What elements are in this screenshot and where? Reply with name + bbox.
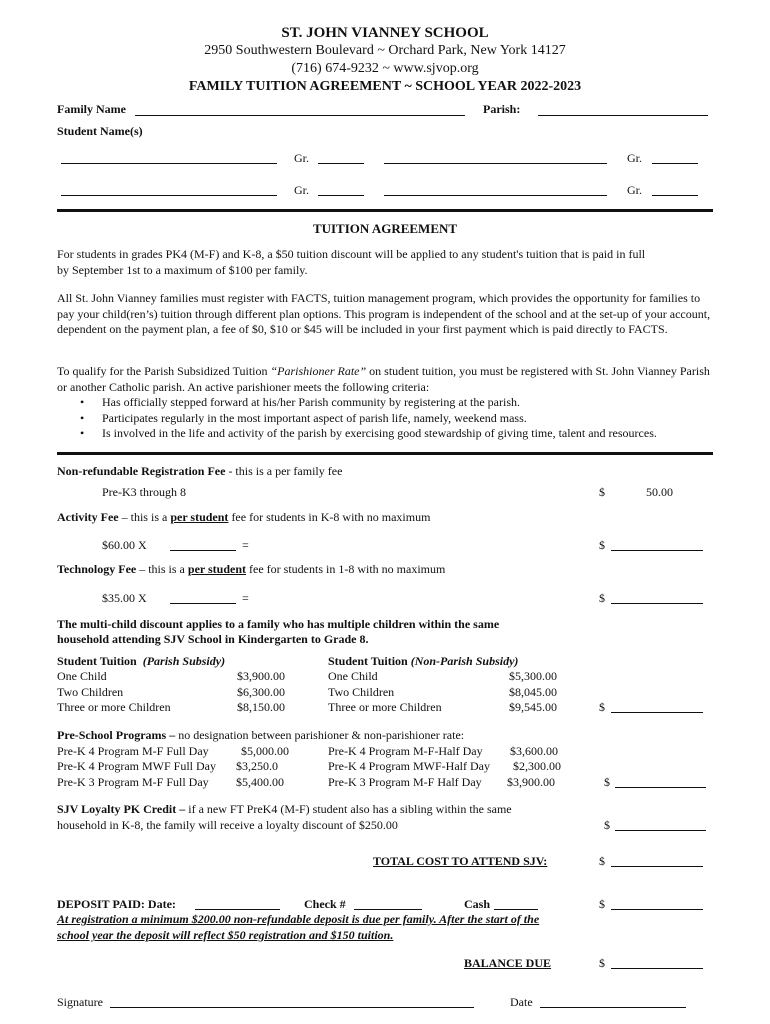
activity-total-field[interactable] (611, 549, 703, 551)
activity-fee-desc: fee for students in K-8 with no maximum (228, 510, 431, 524)
date-field[interactable] (540, 1006, 686, 1008)
grade-field[interactable] (652, 162, 698, 164)
signature-label: Signature (57, 995, 103, 1009)
technology-fee-desc: fee for students in 1-8 with no maximum (246, 562, 446, 576)
preschool-row-label: Pre-K 4 Program M-F-Half Day (328, 744, 483, 758)
parish-paragraph-text: To qualify for the Parish Subsidized Tuition (57, 364, 271, 378)
school-address: 2950 Southwestern Boulevard ~ Orchard Park, New York 14127 (204, 43, 566, 58)
deposit-note: At registration a minimum $200.00 non-refundable deposit is due per family. After the start of the (57, 912, 540, 926)
dollar-sign: $ (599, 897, 605, 911)
list-item: • Participates regularly in the most important aspect of parish life, namely, weekend mass. (102, 411, 713, 427)
family-name-label: Family Name (57, 102, 126, 116)
student-name-field[interactable] (384, 162, 607, 164)
registration-fee-label: Non-refundable Registration Fee (57, 464, 226, 478)
grade-field[interactable] (318, 162, 364, 164)
technology-fee-desc: – this is a (136, 562, 188, 576)
grade-label: Gr. (627, 151, 642, 165)
grade-field[interactable] (652, 194, 698, 196)
parish-paragraph (57, 364, 713, 442)
parish-paragraph-text: on student tuition, you must be registered with St. John Vianney Parish or another Catholic parish. An active parishioner meets the following criteria: (57, 364, 710, 394)
preschool-row-amount: $3,600.00 (510, 744, 558, 758)
activity-rate: $60.00 X (102, 538, 147, 552)
tuition-total-field[interactable] (611, 711, 703, 713)
agreement-heading: TUITION AGREEMENT (312, 221, 458, 236)
preschool-row-label: Pre-K 3 Program M-F Half Day (328, 775, 482, 789)
parish-field[interactable] (538, 114, 708, 116)
dollar-sign: $ (604, 775, 610, 789)
preschool-row-amount: $3,900.00 (507, 775, 555, 789)
preschool-row-label: Pre-K 3 Program M-F Full Day (57, 775, 209, 789)
tuition-heading-text: Student Tuition (328, 654, 408, 668)
tuition-row-amount: $8,045.00 (509, 685, 557, 699)
registration-fee-desc: - this is a per family fee (225, 464, 343, 478)
dollar-sign: $ (599, 956, 605, 970)
registration-grades: Pre-K3 through 8 (102, 485, 186, 499)
parish-label: Parish: (483, 102, 521, 116)
preschool-row-label: Pre-K 4 Program MWF-Half Day (328, 759, 490, 773)
loyalty-credit-row (57, 802, 512, 817)
student-names-label: Student Name(s) (57, 124, 143, 138)
date-label: Date (510, 995, 533, 1009)
preschool-row-label: Pre-K 4 Program M-F Full Day (57, 744, 209, 758)
grade-label: Gr. (294, 151, 309, 165)
grade-label: Gr. (627, 183, 642, 197)
check-number-label: Check # (304, 897, 346, 911)
deposit-date-field[interactable] (195, 908, 280, 910)
parishioner-rate: “Parishioner Rate” (270, 364, 367, 378)
dollar-sign: $ (599, 591, 605, 605)
tuition-heading-note: (Parish Subsidy) (142, 654, 226, 668)
deposit-amount-field[interactable] (611, 908, 703, 910)
school-name: ST. JOHN VIANNEY SCHOOL (281, 25, 489, 41)
preschool-row-label: Pre-K 4 Program MWF Full Day (57, 759, 216, 773)
tuition-row-label: Two Children (328, 685, 395, 699)
document-title: FAMILY TUITION AGREEMENT ~ SCHOOL YEAR 2022-2023 (188, 79, 582, 94)
technology-count-field[interactable] (170, 602, 236, 604)
multi-child-note: The multi-child discount applies to a family who has multiple children within the same (57, 617, 500, 631)
preschool-total-field[interactable] (615, 786, 706, 788)
tuition-row-amount: $5,300.00 (509, 669, 557, 683)
tuition-row-amount: $6,300.00 (237, 685, 285, 699)
preschool-heading-label: Pre-School Programs – (57, 728, 176, 742)
student-name-field[interactable] (61, 162, 277, 164)
technology-total-field[interactable] (611, 602, 703, 604)
signature-field[interactable] (110, 1006, 474, 1008)
parish-tuition-heading (57, 654, 225, 669)
cash-label: Cash (464, 897, 491, 911)
loyalty-credit-label: SJV Loyalty PK Credit – (57, 802, 186, 816)
loyalty-total-field[interactable] (615, 829, 706, 831)
tuition-row-label: Three or more Children (328, 700, 442, 714)
tuition-row-label: Two Children (57, 685, 124, 699)
multi-child-note: household attending SJV School in Kindergarten to Grade 8. (57, 632, 369, 646)
per-student-label: per student (187, 562, 247, 576)
preschool-heading-desc: no designation between parishioner & non-parishioner rate: (175, 728, 465, 742)
balance-due-label: BALANCE DUE (464, 956, 552, 970)
tuition-row-amount: $9,545.00 (509, 700, 557, 714)
tuition-row-label: One Child (328, 669, 378, 683)
criteria-list (57, 395, 713, 442)
tuition-row-label: Three or more Children (57, 700, 171, 714)
equals-sign: = (242, 538, 249, 552)
section-divider (57, 209, 713, 212)
list-item: • Is involved in the life and activity of the parish by exercising good stewardship of giving time, talent and resources. (102, 426, 713, 442)
tuition-row-amount: $3,900.00 (237, 669, 285, 683)
deposit-note: school year the deposit will reflect $50 registration and $150 tuition. (57, 928, 394, 942)
section-divider (57, 452, 713, 455)
student-name-field[interactable] (384, 194, 607, 196)
tuition-heading-text: Student Tuition (57, 654, 137, 668)
cash-field[interactable] (494, 908, 538, 910)
tuition-row-amount: $8,150.00 (237, 700, 285, 714)
activity-fee-desc: – this is a (118, 510, 171, 524)
student-name-field[interactable] (61, 194, 277, 196)
preschool-row-amount: $3,250.0 (236, 759, 278, 773)
equals-sign: = (242, 591, 249, 605)
tuition-heading-note: (Non-Parish Subsidy) (410, 654, 519, 668)
activity-fee-row (57, 510, 430, 525)
technology-fee-row (57, 562, 445, 577)
nonparish-tuition-heading (328, 654, 518, 669)
total-cost-label: TOTAL COST TO ATTEND SJV: (373, 854, 548, 868)
discount-paragraph: For students in grades PK4 (M-F) and K-8, a $50 tuition discount will be applied to any student's tuition that is paid in full by September 1st to a maximum of $100 per family. (57, 247, 646, 277)
preschool-heading (57, 728, 464, 743)
deposit-paid-label: DEPOSIT PAID: Date: (57, 897, 176, 911)
preschool-row-amount: $2,300.00 (513, 759, 561, 773)
balance-due-field[interactable] (611, 967, 703, 969)
preschool-row-amount: $5,400.00 (236, 775, 284, 789)
family-name-field[interactable] (135, 114, 465, 116)
registration-fee-row (57, 464, 342, 479)
facts-paragraph: All St. John Vianney families must register with FACTS, tuition management program, which provides the opportunity for families to pay your child(ren’s) tuition through different plan options. This program is independent of the school and at the set-up of your account, dependent on the payment plan, a fee of $0, $10 or $45 will be included in your first payment which is paid directly to FACTS. (57, 291, 711, 336)
loyalty-credit-desc: household in K-8, the family will receive a loyalty discount of $250.00 (57, 818, 398, 832)
dollar-sign: $ (599, 700, 605, 714)
dollar-sign: $ (604, 818, 610, 832)
school-contact: (716) 674-9232 ~ www.sjvop.org (291, 61, 479, 76)
check-number-field[interactable] (354, 908, 422, 910)
grade-field[interactable] (318, 194, 364, 196)
per-student-label: per student (170, 510, 229, 524)
grade-label: Gr. (294, 183, 309, 197)
preschool-row-amount: $5,000.00 (241, 744, 289, 758)
activity-fee-label: Activity Fee (57, 510, 119, 524)
loyalty-credit-desc: if a new FT PreK4 (M-F) student also has a sibling within the same (185, 802, 512, 816)
activity-count-field[interactable] (170, 549, 236, 551)
tuition-row-label: One Child (57, 669, 107, 683)
dollar-sign: $ (599, 485, 605, 499)
dollar-sign: $ (599, 854, 605, 868)
technology-fee-label: Technology Fee (57, 562, 137, 576)
list-item: • Has officially stepped forward at his/her Parish community by registering at the parish. (102, 395, 713, 411)
total-cost-field[interactable] (611, 865, 703, 867)
technology-rate: $35.00 X (102, 591, 147, 605)
registration-amount: 50.00 (646, 485, 673, 499)
dollar-sign: $ (599, 538, 605, 552)
